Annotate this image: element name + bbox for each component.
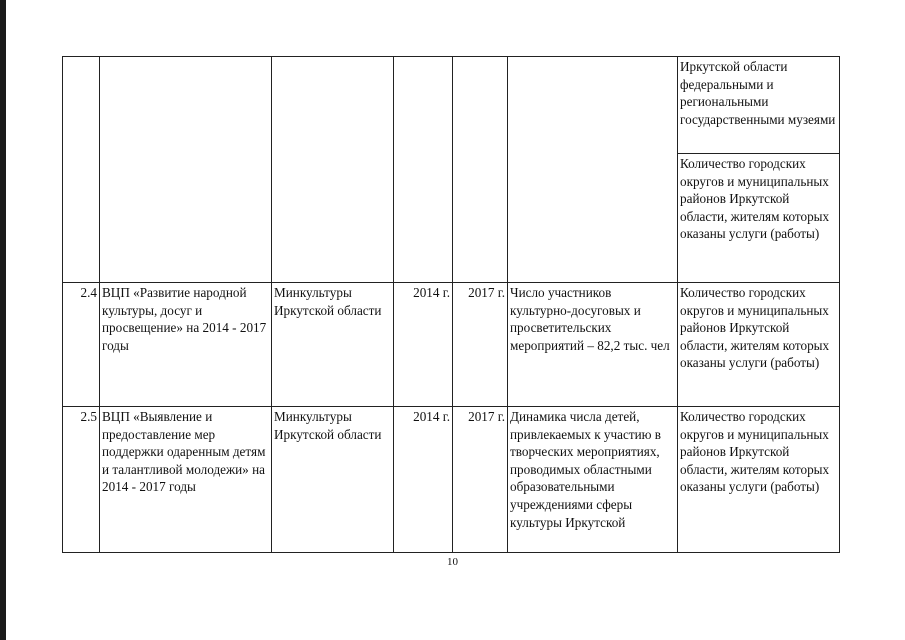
program-table [62, 56, 840, 553]
cell-end-year: 2017 г. [453, 283, 508, 407]
cell-num: 2.4 [63, 283, 100, 407]
cell-program-continued [100, 57, 272, 283]
cell-result-continued [508, 57, 678, 283]
table-row [63, 407, 840, 553]
table-row-continued [63, 57, 840, 154]
cell-start-year: 2014 г. [394, 407, 453, 553]
cell-start-continued [394, 57, 453, 283]
cell-end-continued [453, 57, 508, 283]
cell-indicator-continued-2: Количество городских округов и муниципальных районов Иркутской области, жителям которых оказаны услуги (работы) [678, 154, 840, 283]
cell-program: ВЦП «Развитие народной культуры, досуг и просвещение» на 2014 - 2017 годы [100, 283, 272, 407]
cell-end-year: 2017 г. [453, 407, 508, 553]
cell-program: ВЦП «Выявление и предоставление мер поддержки одаренным детям и талантливой молодежи» на 2014 - 2017 годы [100, 407, 272, 553]
cell-executor: Минкультуры Иркутской области [272, 407, 394, 553]
cell-num-continued [63, 57, 100, 283]
cell-indicator: Количество городских округов и муниципальных районов Иркутской области, жителям которых оказаны услуги (работы) [678, 283, 840, 407]
cell-result: Динамика числа детей, привлекаемых к участию в творческих мероприятиях, проводимых областными образовательными учреждениями сферы культуры Иркутской [508, 407, 678, 553]
cell-result: Число участников культурно-досуговых и просветительских мероприятий – 82,2 тыс. чел [508, 283, 678, 407]
cell-start-year: 2014 г. [394, 283, 453, 407]
scan-edge [0, 0, 6, 640]
page-number: 10 [447, 556, 458, 568]
cell-executor-continued [272, 57, 394, 283]
cell-num: 2.5 [63, 407, 100, 553]
cell-executor: Минкультуры Иркутской области [272, 283, 394, 407]
cell-indicator: Количество городских округов и муниципальных районов Иркутской области, жителям которых оказаны услуги (работы) [678, 407, 840, 553]
cell-indicator-continued-1: Иркутской области федеральными и региональными государственными музеями [678, 57, 840, 154]
table-row [63, 283, 840, 407]
